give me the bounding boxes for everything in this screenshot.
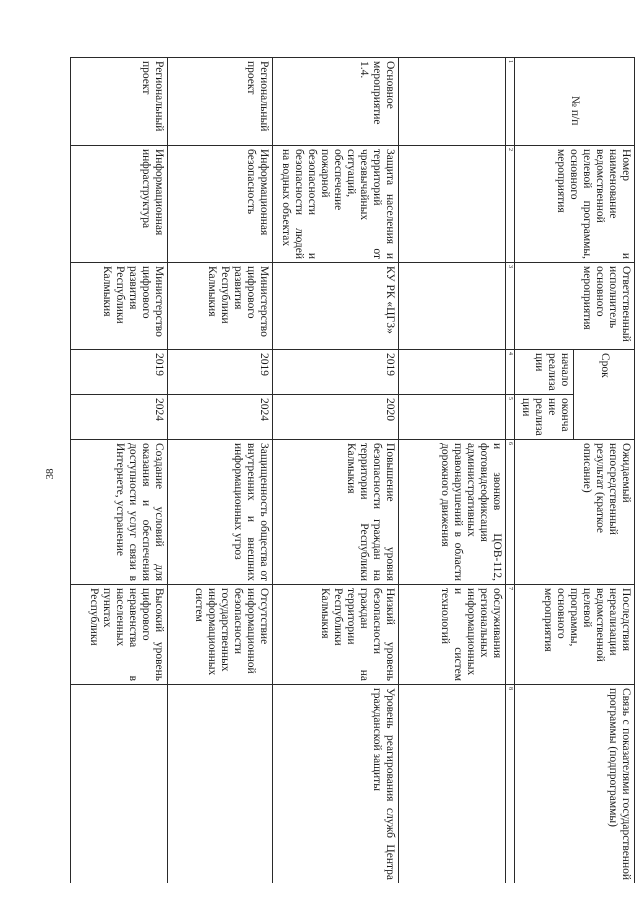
header-cell-expected-result: Ожидаемый непосредственный результат (краткое описание) — [515, 440, 635, 585]
cell-indicators-link — [71, 685, 168, 883]
header-cell-indicators-link: Связь с показателями государственной программы (подпрограммы) — [515, 685, 635, 883]
cell-expected-result: Защищенность общества от внутренних и внешних информационных угроз — [167, 440, 272, 585]
cell-expected-result: Повышение уровня безопасности граждан на территории Республики Калмыкия — [273, 440, 399, 585]
rotated-table-frame — [70, 57, 635, 883]
column-number: 2 — [506, 146, 515, 263]
column-number: 1 — [506, 58, 515, 146]
table-row — [167, 58, 272, 884]
header-cell-start: начало реализации — [515, 350, 574, 395]
cell-start-year: 2019 — [71, 350, 168, 395]
cell-program-name — [398, 146, 505, 263]
header-cell-end: окончание реализации — [515, 395, 574, 440]
cell-executor: Министерство цифрового развития Республики Калмыкия — [167, 263, 272, 350]
table-row — [398, 58, 505, 884]
column-number: 8 — [506, 685, 515, 883]
cell-start-year: 2019 — [273, 350, 399, 395]
header-cell-executor: Ответственный исполнитель основного мероприятия — [515, 263, 635, 350]
cell-end-year — [398, 395, 505, 440]
cell-expected-result: и звонков ЦОВ-112, фотовидеофиксация административных правонарушений в области дорожного движения — [398, 440, 505, 585]
table-row — [71, 58, 168, 884]
cell-number: Региональный проект — [167, 58, 272, 146]
header-row — [574, 58, 635, 884]
page-number: 38 — [44, 468, 56, 480]
header-cell-program-name: Номер и наименование ведомственной целевой программы, основного мероприятия — [515, 146, 635, 263]
column-number: 4 — [506, 350, 515, 395]
header-cell-number: № п/п — [515, 58, 635, 146]
cell-expected-result: Создание условий для оказания и обеспечения доступности услуг связи в Интернете, устранение — [71, 440, 168, 585]
cell-end-year: 2020 — [273, 395, 399, 440]
cell-program-name: Информационная инфраструктура — [71, 146, 168, 263]
cell-number — [398, 58, 505, 146]
column-number: 3 — [506, 263, 515, 350]
cell-consequences: Высокий уровень цифрового неравенства в населенных пунктах Республики — [71, 585, 168, 685]
cell-number: Основное мероприятие 1.4. — [273, 58, 399, 146]
cell-executor: Министерство цифрового развития Республики Калмыкия — [71, 263, 168, 350]
header-cell-consequences: Последствия нереализации ведомственной целевой программы, основного мероприятия — [515, 585, 635, 685]
table-container — [70, 57, 635, 883]
column-number: 5 — [506, 395, 515, 440]
cell-consequences: обслуживания региональных информационных и систем технологий — [398, 585, 505, 685]
column-number-row — [506, 58, 515, 884]
cell-program-name: Информационная безопасность — [167, 146, 272, 263]
cell-consequences: Низкий уровень безопасности граждан на территории Республики Калмыкия — [273, 585, 399, 685]
header-cell-term: Срок — [574, 350, 635, 440]
cell-end-year: 2024 — [167, 395, 272, 440]
cell-number: Региональный проект — [71, 58, 168, 146]
cell-start-year — [398, 350, 505, 395]
cell-executor: КУ РК «ЦГЗ» — [273, 263, 399, 350]
column-number: 7 — [506, 585, 515, 685]
column-number: 6 — [506, 440, 515, 585]
cell-consequences: Отсутствие информационной безопасности государственных информационных систем — [167, 585, 272, 685]
cell-indicators-link: Уровень реагирования служб Центра гражданской защиты — [273, 685, 399, 883]
table-row — [273, 58, 399, 884]
cell-indicators-link — [398, 685, 505, 883]
cell-end-year: 2024 — [71, 395, 168, 440]
program-measures-table — [70, 57, 635, 883]
cell-program-name: Защита населения и территорий от чрезвычайных ситуаций, обеспечение пожарной безопасности и безопасности людей на водных объектах — [273, 146, 399, 263]
cell-indicators-link — [167, 685, 272, 883]
cell-executor — [398, 263, 505, 350]
cell-start-year: 2019 — [167, 350, 272, 395]
